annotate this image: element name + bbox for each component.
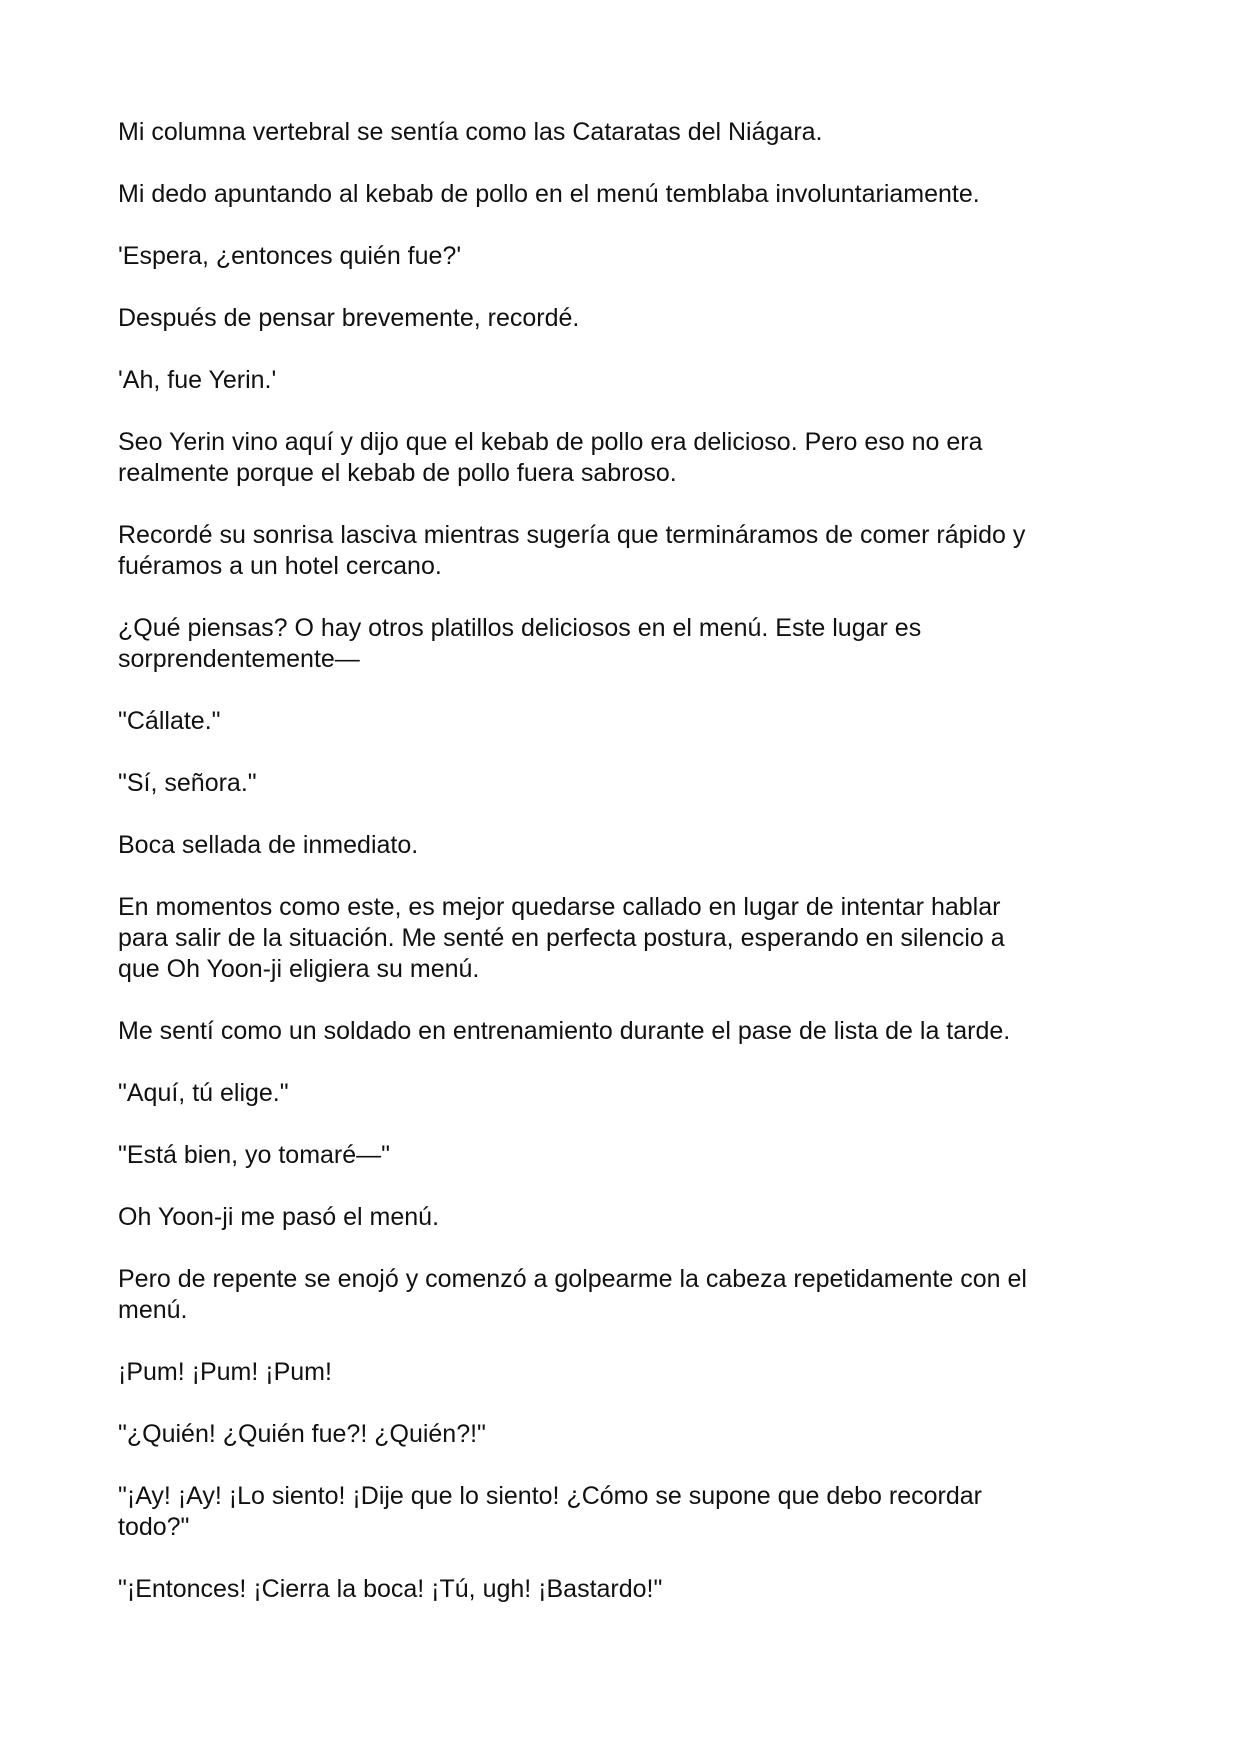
paragraph: Recordé su sonrisa lasciva mientras sugería que termináramos de comer rápido y fuéramos a un hotel cercano. — [118, 521, 1026, 580]
paragraph: "¡Entonces! ¡Cierra la boca! ¡Tú, ugh! ¡Bastardo!" — [118, 1575, 663, 1603]
paragraph: "Sí, señora." — [118, 769, 257, 797]
paragraph: ¿Qué piensas? O hay otros platillos deliciosos en el menú. Este lugar es sorprendentemente— — [118, 614, 922, 673]
paragraph: Pero de repente se enojó y comenzó a golpearme la cabeza repetidamente con el menú. — [118, 1265, 1027, 1324]
paragraph: "¿Quién! ¿Quién fue?! ¿Quién?!" — [118, 1420, 486, 1448]
paragraph: "Cállate." — [118, 707, 221, 735]
paragraph: "¡Ay! ¡Ay! ¡Lo siento! ¡Dije que lo siento! ¿Cómo se supone que debo recordar todo?" — [118, 1482, 982, 1541]
paragraph: Después de pensar brevemente, recordé. — [118, 304, 580, 332]
paragraph: "Aquí, tú elige." — [118, 1079, 289, 1107]
paragraph: ¡Pum! ¡Pum! ¡Pum! — [118, 1358, 332, 1386]
paragraph: 'Ah, fue Yerin.' — [118, 366, 277, 394]
paragraph: "Está bien, yo tomaré—" — [118, 1141, 391, 1169]
paragraph: En momentos como este, es mejor quedarse callado en lugar de intentar hablar para salir de la situación. Me senté en perfecta postura, esperando en silencio a que Oh Yoon-ji eligiera su menú. — [118, 893, 1005, 983]
body-text — [118, 117, 1128, 1636]
paragraph: 'Espera, ¿entonces quién fue?' — [118, 242, 462, 270]
paragraph: Seo Yerin vino aquí y dijo que el kebab de pollo era delicioso. Pero eso no era realmente porque el kebab de pollo fuera sabroso. — [118, 428, 983, 487]
paragraph: Me sentí como un soldado en entrenamiento durante el pase de lista de la tarde. — [118, 1017, 1011, 1045]
paragraph: Mi dedo apuntando al kebab de pollo en el menú temblaba involuntariamente. — [118, 180, 980, 208]
paragraph: Oh Yoon-ji me pasó el menú. — [118, 1203, 440, 1231]
paragraph: Mi columna vertebral se sentía como las Cataratas del Niágara. — [118, 118, 823, 146]
paragraph: Boca sellada de inmediato. — [118, 831, 419, 859]
